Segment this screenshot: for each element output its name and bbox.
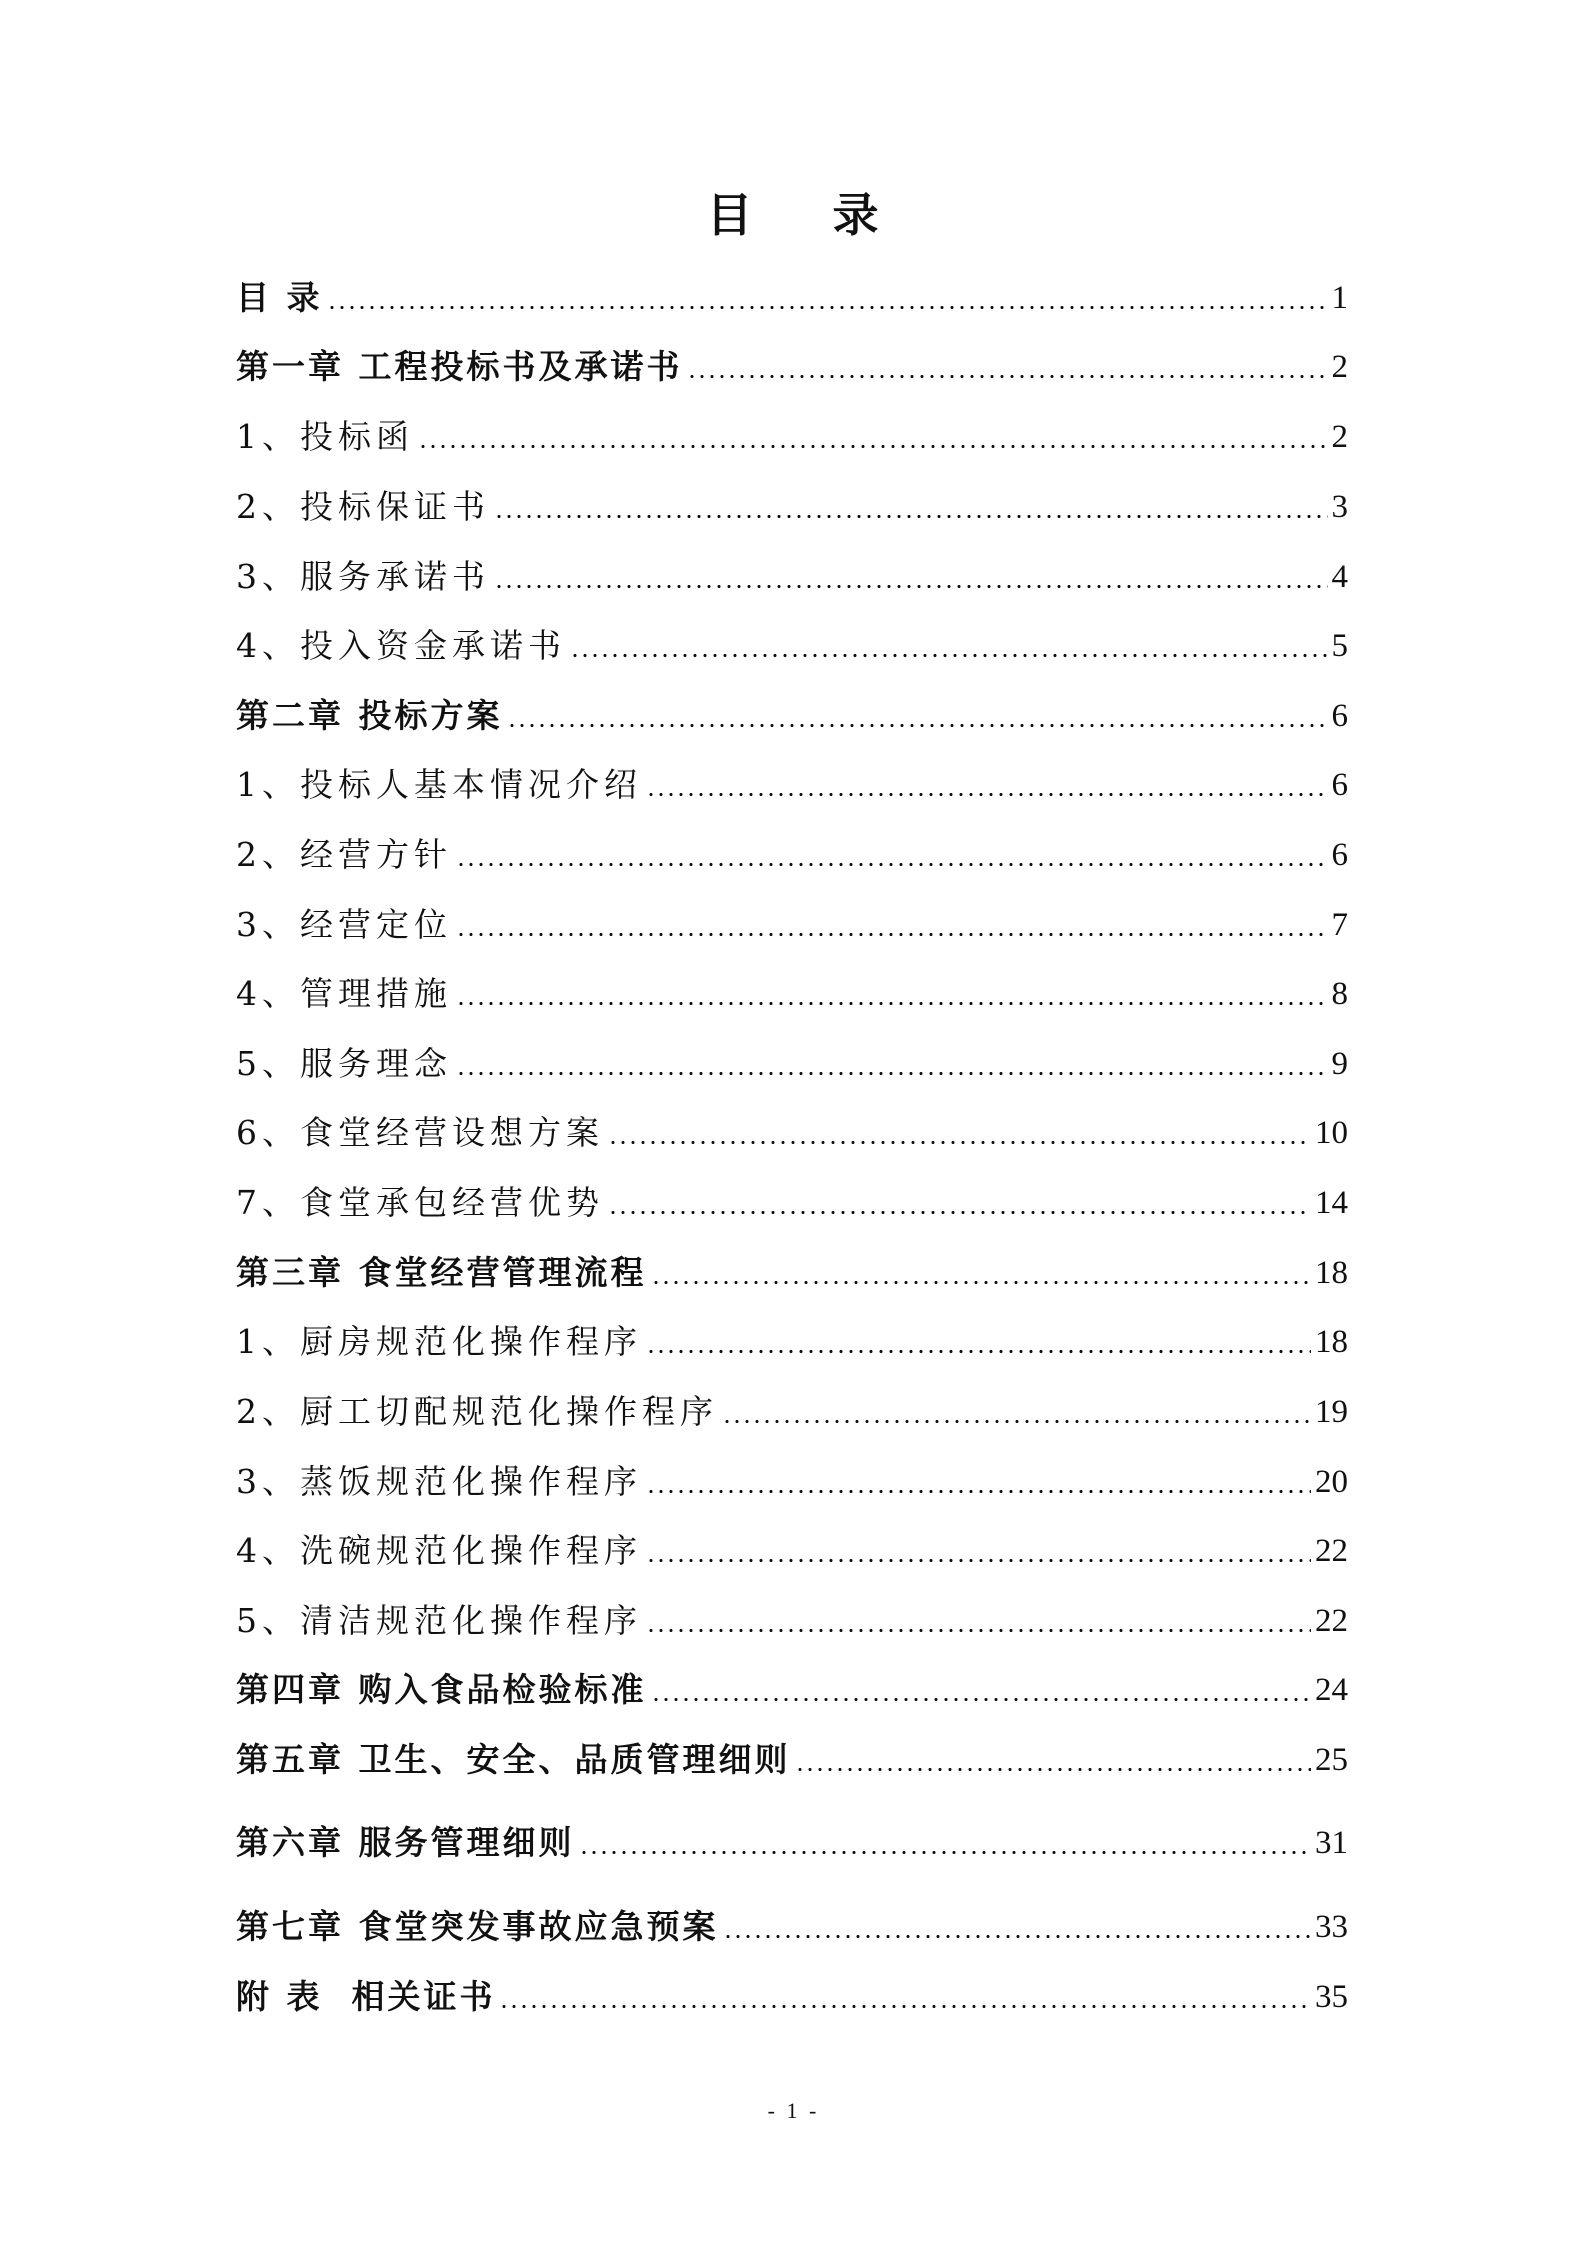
toc-dot-leader — [608, 1211, 1311, 1214]
toc-entry[interactable] — [236, 1108, 1348, 1158]
toc-entry-page: 1 — [1331, 280, 1348, 316]
toc-dot-leader — [651, 1698, 1312, 1701]
toc-entry-page: 33 — [1315, 1909, 1348, 1945]
toc-entry[interactable] — [236, 1317, 1348, 1367]
toc-dot-leader — [723, 1935, 1312, 1938]
toc-dot-leader — [646, 1350, 1311, 1353]
toc-entry-page: 6 — [1331, 837, 1348, 873]
toc-dot-leader — [722, 1420, 1311, 1423]
toc-dot-leader — [456, 1002, 1328, 1005]
toc-dot-leader — [507, 724, 1328, 727]
toc-dot-leader — [646, 1629, 1311, 1632]
toc-entry-label: 7、食堂承包经营优势 — [236, 1183, 604, 1222]
toc-entry-page: 22 — [1315, 1533, 1348, 1569]
toc-entry-label: 第四章 购入食品检验标准 — [236, 1670, 647, 1709]
toc-entry-page: 3 — [1331, 489, 1348, 525]
toc-entry-label: 附 表 相关证书 — [236, 1977, 496, 2016]
toc-dot-leader — [570, 654, 1328, 657]
toc-entry-label: 3、蒸饭规范化操作程序 — [236, 1462, 642, 1501]
toc-entry[interactable] — [236, 1665, 1348, 1715]
toc-dot-leader — [651, 1281, 1312, 1284]
toc-dot-leader — [579, 1851, 1312, 1854]
toc-entry-label: 第五章 卫生、安全、品质管理细则 — [236, 1740, 791, 1779]
toc-entry[interactable] — [236, 552, 1348, 602]
toc-entry[interactable] — [236, 342, 1348, 392]
toc-entry[interactable] — [236, 1178, 1348, 1228]
toc-entry-page: 14 — [1315, 1185, 1348, 1221]
toc-entry-page: 5 — [1331, 628, 1348, 664]
toc-entry[interactable] — [236, 900, 1348, 950]
toc-entry-label: 2、经营方针 — [236, 835, 452, 874]
toc-entry-label: 4、管理措施 — [236, 974, 452, 1013]
toc-entry[interactable] — [236, 1457, 1348, 1507]
toc-dot-leader — [456, 933, 1328, 936]
toc-entry-label: 目 录 — [236, 278, 323, 317]
toc-dot-leader — [646, 1490, 1311, 1493]
toc-entry-page: 18 — [1315, 1324, 1348, 1360]
toc-entry-label: 4、投入资金承诺书 — [236, 626, 566, 665]
toc-entry-label: 第六章 服务管理细则 — [236, 1823, 575, 1862]
toc-entry-page: 6 — [1331, 767, 1348, 803]
toc-entry-label: 第二章 投标方案 — [236, 696, 503, 735]
toc-entry-page: 31 — [1315, 1825, 1348, 1861]
toc-entry[interactable] — [236, 1387, 1348, 1437]
toc-entry-label: 3、服务承诺书 — [236, 557, 490, 596]
toc-entry-label: 2、厨工切配规范化操作程序 — [236, 1392, 718, 1431]
toc-entry-page: 9 — [1331, 1046, 1348, 1082]
toc-entry-page: 24 — [1315, 1672, 1348, 1708]
toc-entry-label: 4、洗碗规范化操作程序 — [236, 1531, 642, 1570]
toc-entry[interactable] — [236, 760, 1348, 810]
toc-entry[interactable] — [236, 273, 1348, 323]
toc-entry-label: 1、投标人基本情况介绍 — [236, 765, 642, 804]
toc-entry-label: 第三章 食堂经营管理流程 — [236, 1253, 647, 1292]
toc-entry[interactable] — [236, 830, 1348, 880]
toc-entry-page: 6 — [1331, 698, 1348, 734]
toc-entry[interactable] — [236, 1735, 1348, 1785]
toc-entry[interactable] — [236, 1972, 1348, 2022]
toc-entry[interactable] — [236, 412, 1348, 462]
toc-entry-page: 22 — [1315, 1603, 1348, 1639]
toc-entry-page: 25 — [1315, 1742, 1348, 1778]
toc-dot-leader — [456, 1072, 1328, 1075]
toc-dot-leader — [608, 1141, 1311, 1144]
toc-entry[interactable] — [236, 621, 1348, 671]
toc-entry-page: 18 — [1315, 1255, 1348, 1291]
toc-entry-label: 1、厨房规范化操作程序 — [236, 1322, 642, 1361]
toc-entry[interactable] — [236, 1526, 1348, 1576]
toc-entry-label: 3、经营定位 — [236, 905, 452, 944]
toc-entry-page: 4 — [1331, 559, 1348, 595]
toc-entry[interactable] — [236, 691, 1348, 741]
toc-entry-label: 5、清洁规范化操作程序 — [236, 1601, 642, 1640]
toc-dot-leader — [646, 793, 1328, 796]
toc-entry-page: 8 — [1331, 976, 1348, 1012]
toc-entry-page: 20 — [1315, 1464, 1348, 1500]
toc-entry-label: 第一章 工程投标书及承诺书 — [236, 347, 683, 386]
toc-entry-page: 2 — [1331, 349, 1348, 385]
page-number-footer: - 1 - — [767, 2098, 820, 2123]
toc-entry-label: 第七章 食堂突发事故应急预案 — [236, 1907, 719, 1946]
toc-entry[interactable] — [236, 482, 1348, 532]
toc-entry[interactable] — [236, 1248, 1348, 1298]
toc-dot-leader — [687, 375, 1328, 378]
toc-entry-label: 5、服务理念 — [236, 1044, 452, 1083]
toc-entry-page: 2 — [1331, 419, 1348, 455]
toc-dot-leader — [456, 863, 1328, 866]
page-title: 目 录 — [706, 188, 881, 242]
toc-entry-page: 7 — [1331, 907, 1348, 943]
toc-dot-leader — [418, 445, 1328, 448]
toc-entry-page: 10 — [1315, 1115, 1348, 1151]
toc-entry[interactable] — [236, 969, 1348, 1019]
toc-entry[interactable] — [236, 1902, 1348, 1952]
toc-dot-leader — [795, 1768, 1312, 1771]
toc-dot-leader — [499, 2005, 1311, 2008]
toc-dot-leader — [646, 1559, 1311, 1562]
toc-entry-label: 2、投标保证书 — [236, 487, 490, 526]
toc-entry-page: 35 — [1315, 1979, 1348, 2015]
toc-entry[interactable] — [236, 1039, 1348, 1089]
toc-entry-label: 6、食堂经营设想方案 — [236, 1113, 604, 1152]
toc-dot-leader — [494, 515, 1328, 518]
toc-dot-leader — [327, 306, 1328, 309]
toc-entry-page: 19 — [1315, 1394, 1348, 1430]
toc-dot-leader — [494, 585, 1328, 588]
toc-entry[interactable] — [236, 1596, 1348, 1646]
toc-entry[interactable] — [236, 1818, 1348, 1868]
toc-entry-label: 1、投标函 — [236, 417, 414, 456]
